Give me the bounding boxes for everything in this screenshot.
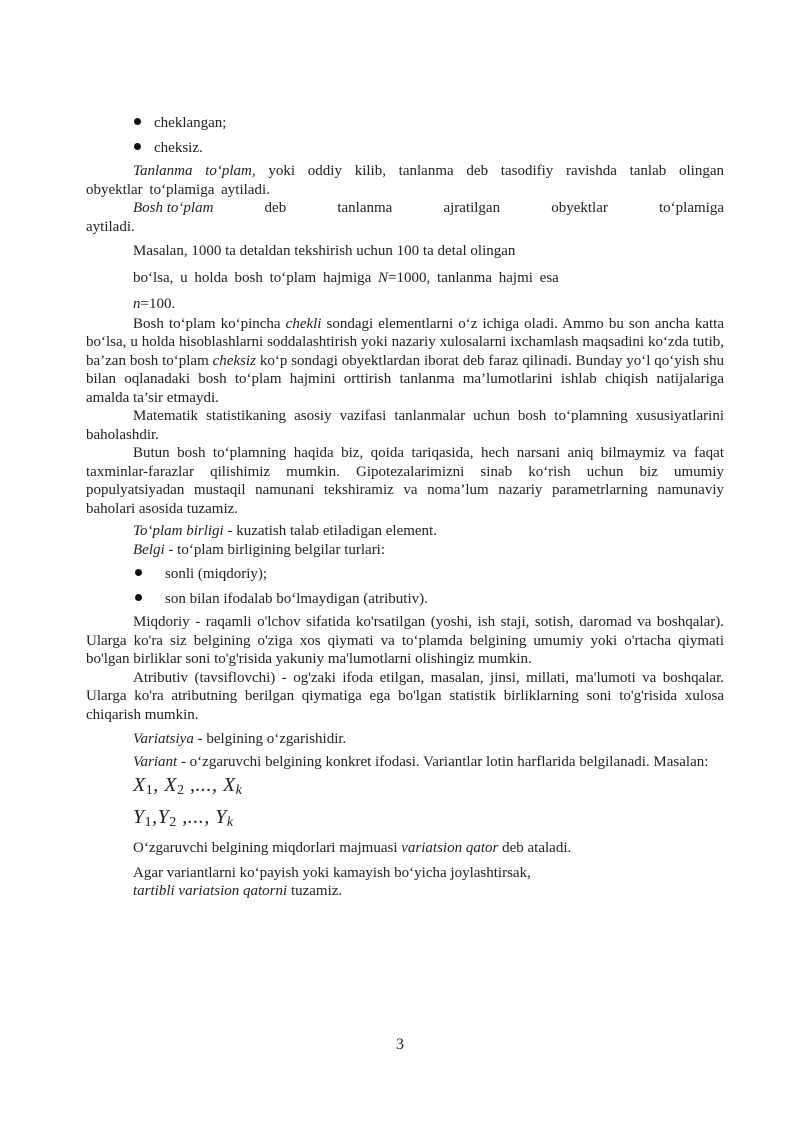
word: obyektlar (551, 200, 608, 216)
formula-x (86, 773, 724, 803)
math-sep: ,..., (184, 774, 223, 796)
list-item (86, 114, 724, 133)
math-var: Y (157, 806, 170, 828)
paragraph-butun: Butun bosh to‘plamning haqida biz, qoida tariqasida, hech narsani aniq bilmaymiz va faqat taxminlar-farazlar qilishimiz mumkin. Gipotezalarimizni sinab ko‘rish uchun biz umumiy populyatsiyadan mustaqil namunani tekshiramiz va noma’lum nazariy parametrlarning namunaviy baholari asosida tuzamiz. (86, 445, 724, 517)
term: Belgi (133, 541, 165, 558)
paragraph-tanlanma (86, 162, 724, 199)
math-sep: ,..., (176, 806, 216, 828)
math-var: X (222, 774, 236, 796)
bullet-icon (135, 594, 142, 601)
paragraph-text: sondagi elementlarni o‘z ichiga oladi. Ammo bu son ancha katta bo‘lsa, u holda hisoblashlarni soddalashtirish yoki nazariy xulosalarni ixchamlash maqsadini ko‘zda tutib, ba’zan bosh to‘plam (86, 315, 724, 369)
paragraph-text: aytiladi. (86, 218, 135, 235)
list-item-text: cheksiz. (154, 139, 203, 156)
word: tanlanma (337, 200, 393, 216)
paragraph-masalan-3 (86, 295, 724, 314)
paragraph-text: - kuzatish talab etiladigan element. (223, 523, 437, 539)
word: ajratilgan (443, 200, 501, 216)
paragraph-text: tuzamiz. (287, 883, 343, 899)
paragraph-masalan: Masalan, 1000 ta detaldan tekshirish uchun 100 ta detal olingan (133, 243, 516, 259)
math-var: X (133, 774, 146, 796)
formula-y (86, 805, 724, 835)
paragraph-text: ko‘p sondagi obyektlardan iborat deb faraz qilinadi. Bunday yo‘l qo‘yish shu bilan oqlanadaki bosh to‘plam hajmini orttirish tanlanma ma’lumotlarini ishlab chiqish natijalariga amalda ta’sir etmaydi. (86, 352, 724, 406)
paragraph-miqdoriy: Miqdoriy - raqamli o'lchov sifatida ko'rsatilgan (yoshi, ish staji, sotish, daromad va boshqalar). Ularga ko'ra siz belgining o'ziga xos qiymati va to‘plamda belgining umumiy yoki o'rtacha qiymati bo'lgan birliklar soni to'g'risida yakuniy ma'lumotlarni olishingiz mumkin. (86, 614, 724, 667)
bullet-icon (134, 143, 141, 150)
paragraph-tartibli (86, 882, 724, 901)
term: variatsion qator (401, 840, 499, 856)
term: Bosh to‘plam (133, 200, 214, 216)
math-sub: k (235, 783, 243, 798)
term: To‘plam birligi (133, 523, 224, 539)
paragraph-variant (86, 753, 724, 772)
paragraph-atributiv: Atributiv (tavsiflovchi) - og'zaki ifoda etilgan, masalan, jinsi, millati, ma'lumoti va boshqalar. Ularga ko'ra atributning berilgan qiymatiga ega bo'lgan statistik birliklarning soni to'g'risida xulosa chiqarish mumkin. (86, 669, 724, 723)
paragraph-masalan-2 (86, 269, 724, 288)
term: chekli (285, 315, 322, 332)
word: to‘plamiga (659, 200, 724, 216)
paragraph-text: - belgining o‘zgarishidir. (193, 731, 347, 747)
math-var: X (164, 774, 177, 796)
list-item-text: sonli (miqdoriy); (165, 566, 268, 582)
paragraph-chekli (86, 315, 724, 408)
term: Variatsiya (133, 731, 194, 747)
math-sub: 2 (169, 815, 177, 830)
symbol-n: n (133, 296, 141, 312)
paragraph-text: yoki oddiy kilib, tanlanma deb tasodifiy ravishda tanlab olingan obyektlar to‘plamiga aytiladi. (86, 163, 724, 198)
math-sub: 1 (144, 815, 153, 830)
paragraph-text: - o‘zgaruvchi belgining konkret ifodasi. Variantlar lotin harflarida belgilanadi. Masalan: (177, 753, 709, 770)
math-var: Y (215, 806, 227, 828)
math-sub: 2 (176, 783, 185, 798)
paragraph-text: =100. (140, 296, 176, 312)
document-page (86, 108, 724, 901)
word: deb (264, 200, 287, 216)
paragraph-text: =1000, tanlanma hajmi esa (388, 269, 559, 286)
term: Tanlanma to‘plam, (133, 163, 256, 179)
page-number: 3 (396, 1036, 404, 1053)
paragraph-qator (86, 839, 724, 858)
term: Variant (133, 753, 178, 770)
paragraph-text: deb ataladi. (498, 840, 572, 856)
paragraph-matematik: Matematik statistikaning asosiy vazifasi tanlanmalar uchun bosh to‘plamning xususiyatlarini baholashdir. (86, 408, 724, 443)
paragraph-agar: Agar variantlarni ko‘payish yoki kamayish bo‘yicha joylashtirsak, (133, 864, 531, 881)
math-sub: k (226, 815, 234, 830)
paragraph-text: Bosh to‘plam ko‘pincha (133, 315, 286, 332)
paragraph-bosh (86, 199, 724, 218)
list-item (86, 590, 724, 609)
list-item (86, 565, 724, 584)
list-item-text: cheklangan; (154, 115, 227, 131)
list-item (86, 139, 724, 158)
paragraph-text: O‘zgaruvchi belgining miqdorlari majmuasi (133, 840, 402, 856)
bullet-icon (135, 569, 142, 576)
paragraph-text: bo‘lsa, u holda bosh to‘plam hajmiga (133, 269, 379, 286)
paragraph-belgi (86, 541, 724, 560)
paragraph-text: - to‘plam birligining belgilar turlari: (164, 541, 386, 558)
math-sep: , (153, 774, 165, 796)
math-sep: , (152, 806, 158, 828)
paragraph-birlik (86, 522, 724, 541)
symbol-n-upper: N (378, 269, 389, 286)
math-var: Y (133, 806, 145, 828)
term: cheksiz (212, 352, 256, 369)
bullet-icon (134, 118, 141, 125)
math-sub: 1 (145, 783, 154, 798)
term: tartibli variatsion qatorni (133, 883, 288, 899)
list-item-text: son bilan ifodalab bo‘lmaydigan (atributiv). (165, 590, 428, 607)
paragraph-variatsiya (86, 730, 724, 749)
